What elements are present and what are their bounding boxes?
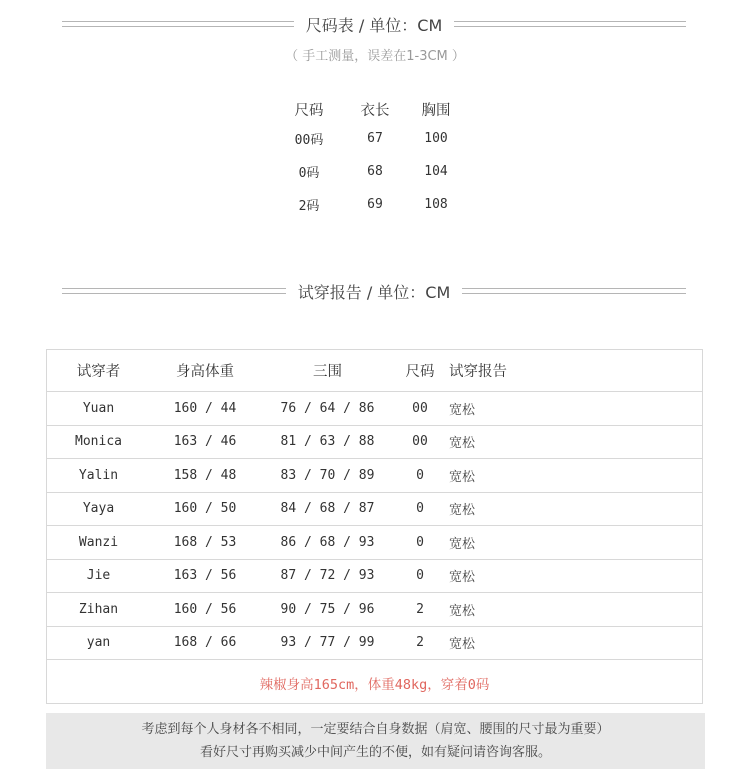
measurements: 90 / 75 / 96 — [260, 593, 395, 627]
column-header: 试穿报告 — [445, 350, 702, 392]
column-header: 衣长 — [360, 102, 390, 119]
size: 0 — [395, 459, 445, 493]
size: 2 — [395, 593, 445, 627]
size-chart-heading — [62, 14, 686, 34]
column-header: 尺码 — [395, 350, 445, 392]
divider — [62, 21, 294, 27]
height-weight: 160 / 56 — [150, 593, 260, 627]
tester-name: Yuan — [47, 392, 150, 426]
height-weight: 160 / 50 — [150, 492, 260, 526]
table-cell: 68 — [367, 164, 383, 179]
column-header: 三围 — [260, 350, 395, 392]
height-weight: 158 / 48 — [150, 459, 260, 493]
table-row — [47, 392, 702, 426]
measurements: 93 / 77 / 99 — [260, 626, 395, 660]
table-row — [47, 459, 702, 493]
fit-report: 宽松 — [445, 492, 702, 526]
table-row — [47, 593, 702, 627]
table-cell: 100 — [424, 131, 448, 146]
size: 0 — [395, 559, 445, 593]
divider — [62, 288, 286, 294]
height-weight: 163 / 46 — [150, 425, 260, 459]
table-cell: 104 — [424, 164, 448, 179]
measurements: 87 / 72 / 93 — [260, 559, 395, 593]
measurements: 86 / 68 / 93 — [260, 526, 395, 560]
fit-report: 宽松 — [445, 626, 702, 660]
table-cell: 0码 — [298, 166, 320, 181]
fitting-report-box — [46, 349, 703, 704]
size-chart-title: 尺码表 / 单位：CM — [305, 15, 443, 35]
size: 00 — [395, 392, 445, 426]
tester-name: Monica — [47, 425, 150, 459]
tester-name: Yalin — [47, 459, 150, 493]
table-cell: 2码 — [298, 199, 320, 214]
measurement-note: （ 手工测量，误差在1-3CM ） — [285, 49, 465, 64]
tester-name: Yaya — [47, 492, 150, 526]
tester-name: Zihan — [47, 593, 150, 627]
divider — [454, 21, 686, 27]
height-weight: 168 / 53 — [150, 526, 260, 560]
model-size-note: 辣椒身高165cm，体重48kg，穿着0码 — [259, 677, 490, 693]
table-cell: 00码 — [294, 133, 324, 148]
size-table — [280, 96, 460, 221]
table-row — [47, 559, 702, 593]
height-weight: 168 / 66 — [150, 626, 260, 660]
fit-report: 宽松 — [445, 559, 702, 593]
size: 00 — [395, 425, 445, 459]
fit-report: 宽松 — [445, 425, 702, 459]
measurements: 83 / 70 / 89 — [260, 459, 395, 493]
table-cell: 108 — [424, 197, 448, 212]
height-weight: 160 / 44 — [150, 392, 260, 426]
measurements: 76 / 64 / 86 — [260, 392, 395, 426]
fitting-report-table — [47, 350, 702, 660]
fitting-report-heading — [62, 281, 686, 301]
size: 0 — [395, 492, 445, 526]
table-row — [47, 425, 702, 459]
notice-line: 看好尺寸再购买减少中间产生的不便，如有疑问请咨询客服。 — [199, 745, 551, 760]
measurements: 84 / 68 / 87 — [260, 492, 395, 526]
column-header: 尺码 — [294, 102, 324, 119]
fit-report: 宽松 — [445, 459, 702, 493]
fitting-report-title: 试穿报告 / 单位：CM — [297, 282, 451, 302]
notice-line: 考虑到每个人身材各不相同，一定要结合自身数据（肩宽、腰围的尺寸最为重要） — [141, 722, 610, 737]
divider — [462, 288, 686, 294]
table-row — [47, 492, 702, 526]
tester-name: Wanzi — [47, 526, 150, 560]
fit-report: 宽松 — [445, 392, 702, 426]
table-cell: 69 — [367, 197, 383, 212]
column-header: 试穿者 — [47, 350, 150, 392]
size: 2 — [395, 626, 445, 660]
height-weight: 163 / 56 — [150, 559, 260, 593]
size-advice-notice — [46, 713, 705, 769]
table-header-row — [47, 350, 702, 392]
tester-name: Jie — [47, 559, 150, 593]
measurements: 81 / 63 / 88 — [260, 425, 395, 459]
column-header: 身高体重 — [150, 350, 260, 392]
table-row — [47, 526, 702, 560]
size: 0 — [395, 526, 445, 560]
fit-report: 宽松 — [445, 593, 702, 627]
table-row — [47, 626, 702, 660]
table-row — [280, 122, 460, 155]
table-cell: 67 — [367, 131, 383, 146]
fit-report: 宽松 — [445, 526, 702, 560]
table-header-row — [280, 96, 460, 122]
column-header: 胸围 — [421, 102, 451, 119]
tester-name: yan — [47, 626, 150, 660]
table-row — [280, 188, 460, 221]
table-row — [280, 155, 460, 188]
